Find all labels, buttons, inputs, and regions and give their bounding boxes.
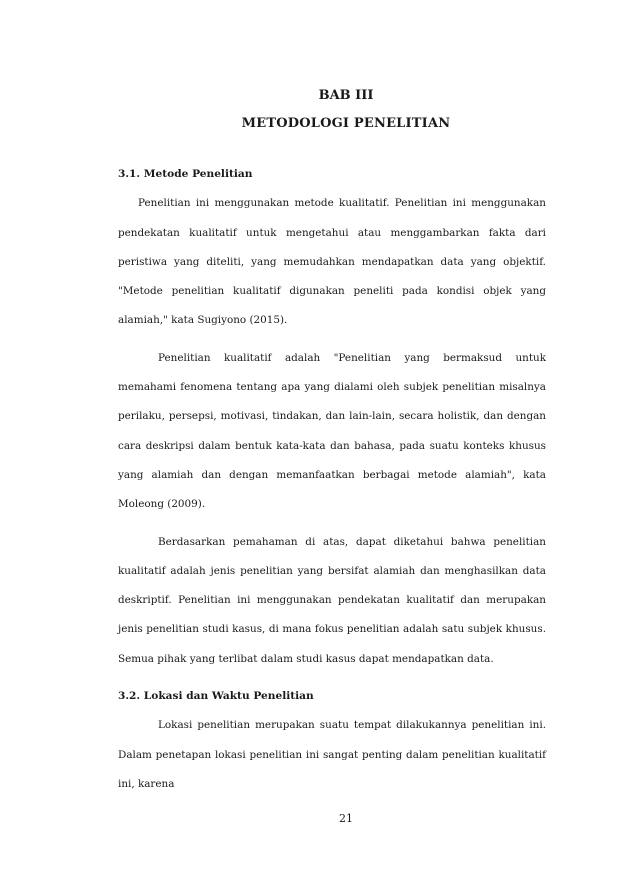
- paragraph: Berdasarkan pemahaman di atas, dapat diketahui bahwa penelitian kualitatif adalah jenis penelitian yang bersifat alamiah dan menghasilkan data deskriptif. Penelitian ini menggunakan pendekatan kualitatif dan merupakan jenis penelitian studi kasus, di mana fokus penelitian adalah satu subjek khusus. Semua pihak yang terlibat dalam studi kasus dapat mendapatkan data.: [118, 535, 546, 665]
- paragraph: Penelitian kualitatif adalah "Penelitian yang bermaksud untuk memahami fenomena tentang apa yang dialami oleh subjek penelitian misalnya perilaku, persepsi, motivasi, tindakan, dan lain-lain, secara holistik, dan dengan cara deskripsi dalam bentuk kata-kata dan bahasa, pada suatu konteks khusus yang alamiah dan dengan memanfaatkan berbagai metode alamiah", kata Moleong (2009).: [118, 351, 546, 511]
- section-heading-3-2: 3.2. Lokasi dan Waktu Penelitian: [118, 690, 314, 703]
- chapter-title: METODOLOGI PENELITIAN: [241, 116, 451, 131]
- chapter-number: BAB III: [318, 88, 374, 103]
- body-text: [118, 160, 546, 799]
- paragraph: Penelitian ini menggunakan metode kualitatif. Penelitian ini menggunakan pendekatan kualitatif untuk mengetahui atau menggambarkan fakta dari peristiwa yang diteliti, yang memudahkan mendapatkan data yang objektif. "Metode penelitian kualitatif digunakan peneliti pada kondisi objek yang alamiah," kata Sugiyono (2015).: [118, 197, 546, 327]
- page-number: 21: [339, 812, 353, 825]
- section-heading-3-1: 3.1. Metode Penelitian: [118, 168, 253, 180]
- paragraph: Lokasi penelitian merupakan suatu tempat dilakukannya penelitian ini. Dalam penetapan lokasi penelitian ini sangat penting dalam penelitian kualitatif ini, karena: [118, 719, 546, 790]
